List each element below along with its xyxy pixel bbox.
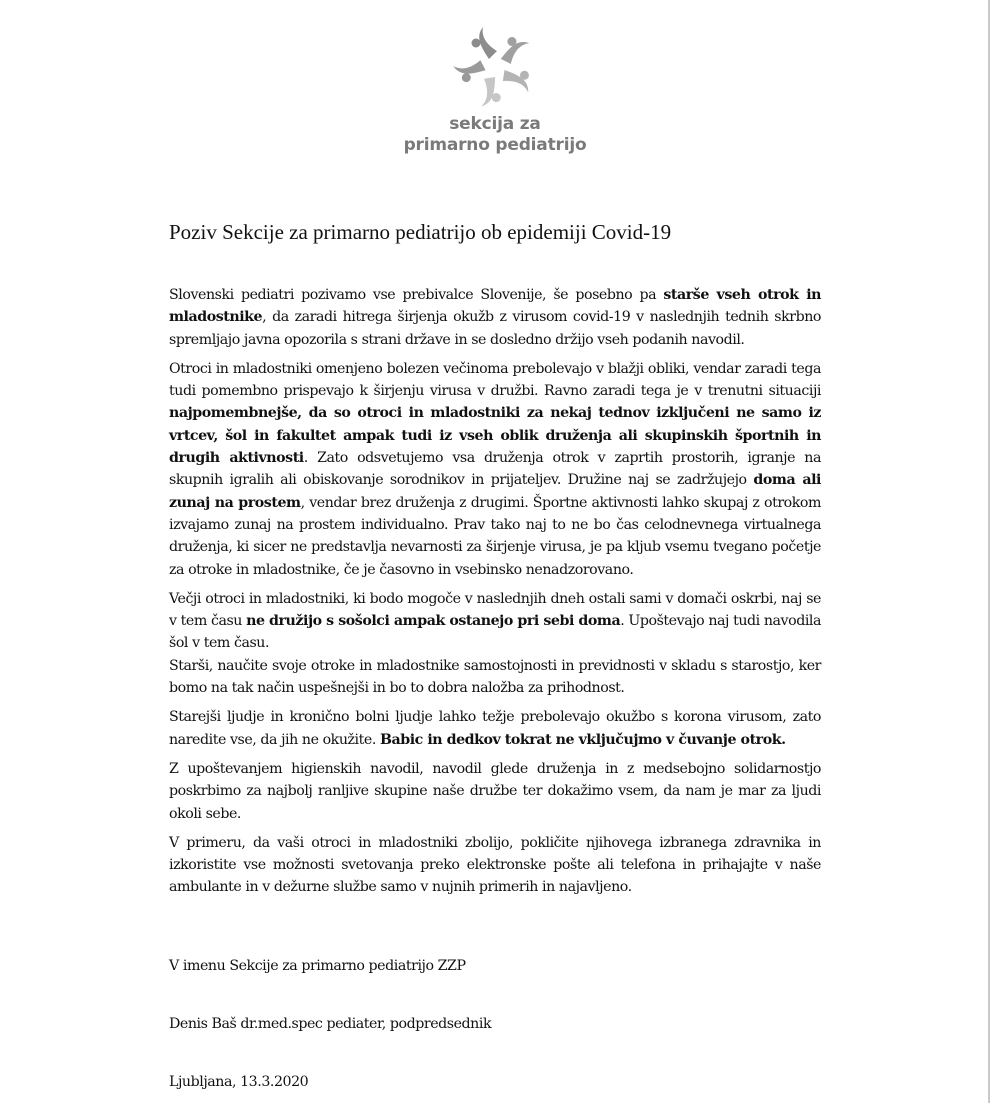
bold-text-run: doma ali zunaj na prostem <box>169 472 821 511</box>
text-run: Otroci in mladostniki omenjeno bolezen večinoma prebolevajo v blažji obliki, vendar zaradi tega tudi pomembno prispevajo k širjenju virusa v družbi. Ravno zaradi tega je v trenutni situaciji <box>169 360 821 400</box>
paragraph-4 <box>169 655 821 700</box>
text-run: Starejši ljudje in kronično bolni ljudje lahko težje prebolevajo okužbo s korona virusom, zato naredite vse, da jih ne okužite. <box>169 709 821 748</box>
document-body <box>169 284 821 906</box>
logo-line-2: primarno pediatrijo <box>403 135 587 155</box>
signature-on-behalf: V imenu Sekcije za primarno pediatrijo ZZP <box>169 958 466 974</box>
paragraph-1 <box>169 284 821 351</box>
paragraph-5 <box>169 706 821 751</box>
paragraph-3 <box>169 588 821 655</box>
five-figures-circle-logo-icon <box>445 24 545 110</box>
paragraph-6 <box>169 758 821 825</box>
text-run: . Upoštevajo naj tudi navodila šol v tem času. <box>169 613 822 652</box>
text-run: Starši, naučite svoje otroke in mladostnike samostojnosti in previdnosti v skladu s starostjo, ker bomo na tak način uspešnejši in bo to dobra naložba za prihodnost. <box>169 657 821 697</box>
signature-signer: Denis Baš dr.med.spec pediater, podpredsednik <box>169 1016 492 1032</box>
logo-text <box>400 114 590 156</box>
document-title: Poziv Sekcije za primarno pediatrijo ob epidemiji Covid-19 <box>169 220 672 244</box>
organization-logo <box>400 24 590 164</box>
bold-text-run: starše vseh otrok in mladostnike <box>169 287 821 326</box>
logo-line-1: sekcija za <box>449 114 541 134</box>
bold-text-run: Babic in dedkov tokrat ne vključujmo v čuvanje otrok. <box>379 731 786 748</box>
paragraph-7 <box>169 832 821 899</box>
bold-text-run: najpomembnejše, da so otroci in mladostniki za nekaj tednov izključeni ne samo iz vrtcev, šol in fakultet ampak tudi iz vseh oblik druženja ali skupinskih športnih in drugih aktivnosti <box>169 405 821 467</box>
signature-place-date: Ljubljana, 13.3.2020 <box>169 1074 309 1090</box>
text-run: V primeru, da vaši otroci in mladostniki zbolijo, pokličite njihovega izbranega zdravnika in izkoristite vse možnosti svetovanja preko elektronske pošte ali telefona in prihajajte v naše ambulante in v dežurne službe samo v nujnih primerih in najavljeno. <box>169 834 821 896</box>
bold-text-run: ne družijo s sošolci ampak ostanejo pri sebi doma <box>246 613 621 630</box>
text-run: Z upoštevanjem higienskih navodil, navodil glede druženja in z medsebojno solidarnostjo poskrbimo za najbolj ranljive skupine naše družbe ter dokažimo vsem, da nam je mar za ljudi okoli sebe. <box>169 760 821 822</box>
paragraph-2 <box>169 358 821 581</box>
text-run: Večji otroci in mladostniki, ki bodo mogoče v naslednjih dneh ostali sami v domači oskrbi, naj se v tem času <box>169 590 821 630</box>
text-run: . Zato odsvetujemo vsa druženja otrok v zaprtih prostorih, igranje na skupnih igralih ali obiskovanje sorodnikov in prijateljev. Družine naj se zadržujejo <box>169 450 822 489</box>
text-run: , vendar brez druženja z drugimi. Športne aktivnosti lahko skupaj z otrokom izvajamo zunaj na prostem individualno. Prav tako naj to ne bo čas celodnevnega virtualnega druženja, ki sicer ne predstavlja nevarnosti za širjenje virusa, je pa kljub vsemu tvegano početje za otroke in mladostnike, če je časovno in vsebinsko nenadzorovano. <box>169 494 821 578</box>
text-run: Slovenski pediatri pozivamo vse prebivalce Slovenije, še posebno pa <box>169 287 664 303</box>
text-run: , da zaradi hitrega širjenja okužb z virusom covid-19 v naslednjih tednih skrbno spremljajo javna opozorila s strani države in se dosledno držijo vseh podanih navodil. <box>169 309 821 348</box>
